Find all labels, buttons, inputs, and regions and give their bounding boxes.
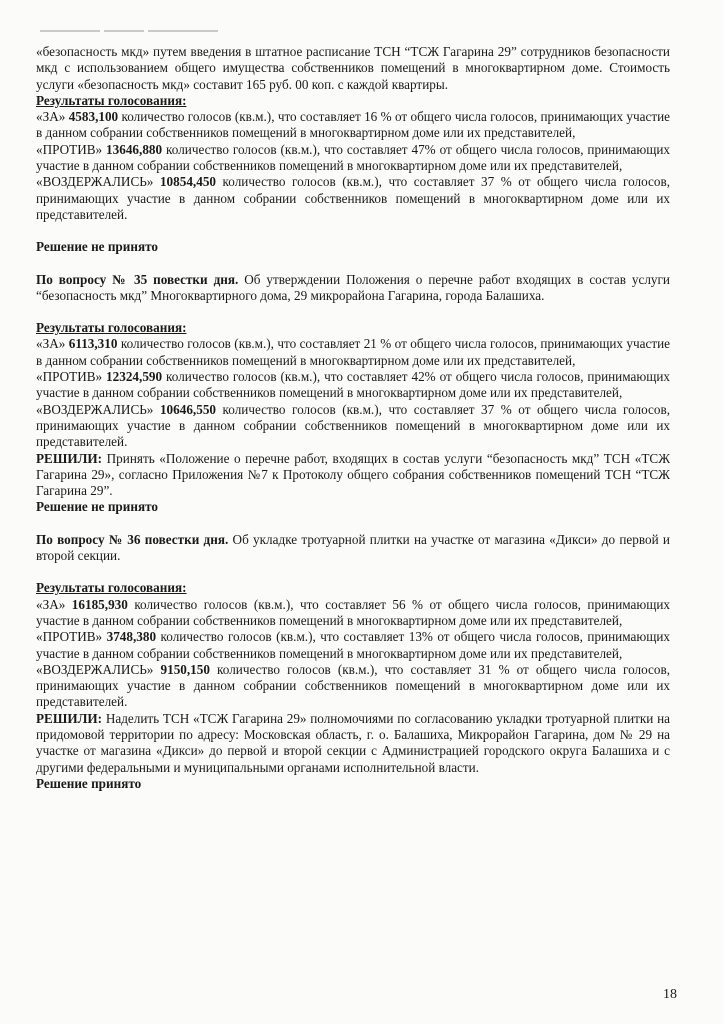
protiv-text: количество голосов (кв.м.), что составляет 42% от общего числа голосов, принимающих участие в данном собрании собственников помещений в многоквартирном доме или их представителей,	[36, 369, 671, 401]
vote-vozd	[36, 662, 670, 711]
za-text: количество голосов (кв.м.), что составляет 21 % от общего числа голосов, принимающих участие в данном собрании собственников помещений в многоквартирном доме или их представителей,	[36, 336, 671, 368]
za-label: «ЗА»	[36, 336, 66, 352]
question-35	[36, 272, 670, 305]
vozd-value: 10646,550	[159, 401, 216, 417]
vote-vozd	[36, 174, 670, 223]
resolved-text: Наделить ТСН «ТСЖ Гагарина 29» полномочиями по согласованию укладки тротуарной плитки на придомовой территории по адресу: Московская область, г. о. Балашиха, Микрорайон Гагарина, дом № 29 на участке от магазина «Дикси» до первой и второй секции с Администрацией городского округа Балашиха и с другими федеральными и муниципальными органами исполнительной власти.	[36, 710, 671, 775]
vote-protiv	[36, 369, 670, 402]
vozd-text: количество голосов (кв.м.), что составляет 37 % от общего числа голосов, принимающих участие в данном собрании собственников помещений в многоквартирном доме или их представителей.	[36, 401, 671, 450]
question-36	[36, 532, 670, 565]
vote-za	[36, 109, 670, 142]
question-36-text: Об укладке тротуарной плитки на участке от магазина «Дикси» до первой и второй секции.	[36, 531, 670, 564]
protiv-text: количество голосов (кв.м.), что составляет 47% от общего числа голосов, принимающих участие в данном собрании собственников помещений в многоквартирном доме или их представителей,	[36, 141, 671, 174]
vozd-text: количество голосов (кв.м.), что составляет 31 % от общего числа голосов, принимающих участие в данном собрании собственников помещений в многоквартирном доме или их представителей.	[36, 661, 671, 710]
decision-2: Решение не принято	[36, 499, 158, 515]
question-35-text: Об утверждении Положения о перечне работ входящих в состав услуги “безопасность мкд” Многоквартирного дома, 29 микрорайона Гагарина, города Балашиха.	[36, 271, 670, 303]
results-heading: Результаты голосования:	[36, 320, 187, 336]
za-text: количество голосов (кв.м.), что составляет 16 % от общего числа голосов, принимающих участие в данном собрании собственников помещений в многоквартирном доме или их представителей,	[36, 109, 671, 141]
vozd-value: 9150,150	[160, 661, 210, 677]
resolution-35	[36, 451, 670, 500]
vote-protiv	[36, 142, 670, 175]
protiv-label: «ПРОТИВ»	[36, 369, 103, 385]
vote-za	[36, 336, 670, 369]
vozd-label: «ВОЗДЕРЖАЛИСЬ»	[36, 661, 154, 677]
resolution-36	[36, 711, 670, 776]
resolved-label: РЕШИЛИ:	[36, 450, 103, 466]
protiv-value: 3748,380	[106, 629, 157, 645]
protiv-value: 13646,880	[106, 141, 163, 157]
resolved-label: РЕШИЛИ:	[36, 710, 103, 726]
vote-vozd	[36, 402, 670, 451]
vozd-label: «ВОЗДЕРЖАЛИСЬ»	[36, 174, 154, 190]
protiv-label: «ПРОТИВ»	[36, 141, 103, 157]
za-value: 16185,930	[71, 596, 128, 612]
za-label: «ЗА»	[36, 596, 66, 612]
results-heading: Результаты голосования:	[36, 580, 187, 596]
za-label: «ЗА»	[36, 109, 66, 125]
decision-3: Решение принято	[36, 775, 142, 791]
results-heading: Результаты голосования:	[36, 92, 187, 108]
vote-protiv	[36, 629, 670, 662]
za-text: количество голосов (кв.м.), что составляет 56 % от общего числа голосов, принимающих участие в данном собрании собственников помещений в многоквартирном доме или их представителей,	[36, 596, 671, 628]
protiv-value: 12324,590	[106, 369, 163, 385]
question-35-label: По вопросу № 35 повестки дня.	[36, 271, 239, 287]
protiv-label: «ПРОТИВ»	[36, 629, 103, 645]
vozd-label: «ВОЗДЕРЖАЛИСЬ»	[36, 401, 154, 417]
decision-1: Решение не принято	[36, 239, 158, 255]
scan-artifact	[40, 22, 240, 26]
vozd-value: 10854,450	[159, 174, 216, 190]
resolved-text: Принять «Положение о перечне работ, входящих в состав услуги “безопасность мкд” ТСН «ТСЖ Гагарина 29», согласно Приложения №7 к Протоколу общего собрания собственников помещений ТСН “ТСЖ Гагарина 29”.	[36, 450, 671, 499]
intro-paragraph: «безопасность мкд» путем введения в штатное расписание ТСН “ТСЖ Гагарина 29” сотрудников безопасности мкд с использованием общего имущества собственников помещений в многоквартирном доме. Стоимость услуги «безопасность мкд» составит 165 руб. 00 коп. с каждой квартиры.	[36, 44, 670, 92]
vote-za	[36, 597, 670, 630]
document-page	[36, 44, 670, 792]
za-value: 6113,310	[68, 336, 118, 352]
protiv-text: количество голосов (кв.м.), что составляет 13% от общего числа голосов, принимающих участие в данном собрании собственников помещений в многоквартирном доме или их представителей,	[36, 629, 671, 661]
za-value: 4583,100	[68, 109, 119, 125]
page-number: 18	[663, 987, 677, 1002]
vozd-text: количество голосов (кв.м.), что составляет 37 % от общего числа голосов, принимающих участие в данном собрании собственников помещений в многоквартирном доме или их представителей.	[36, 174, 671, 222]
question-36-label: По вопросу № 36 повестки дня.	[36, 531, 229, 547]
